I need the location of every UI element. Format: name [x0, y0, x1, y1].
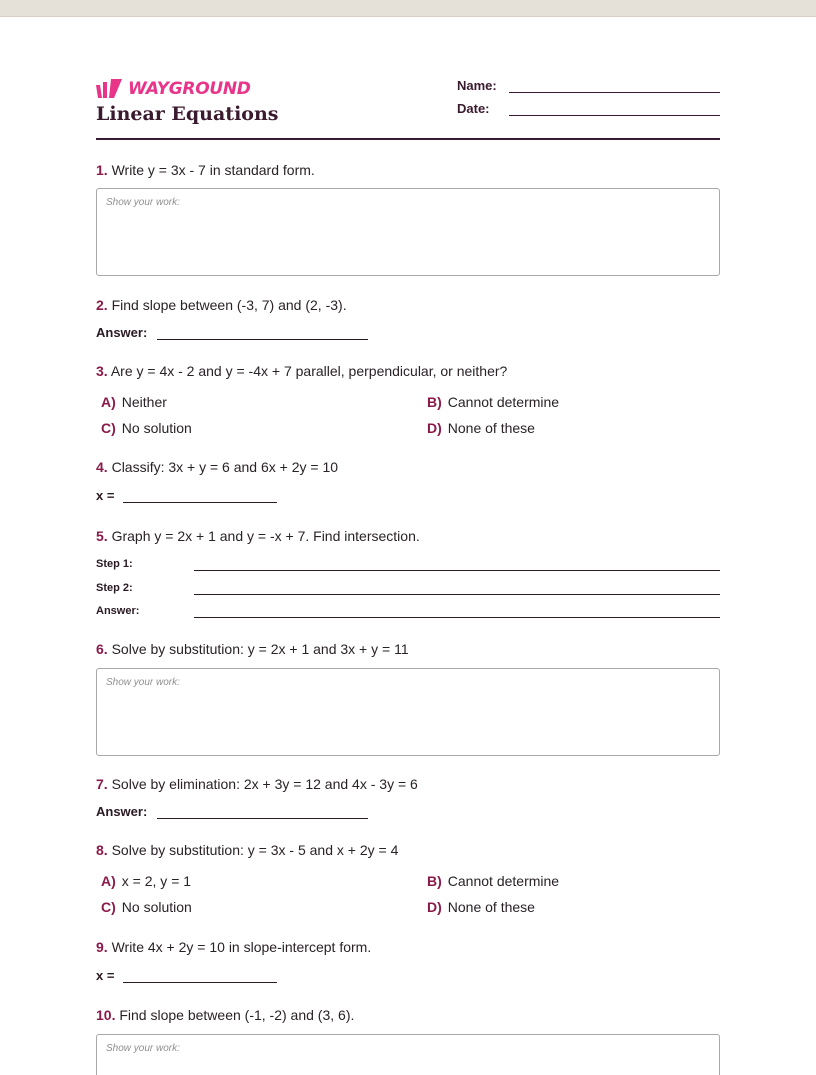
- choice-text: Cannot determine: [447, 394, 560, 410]
- work-placeholder: Show your work:: [106, 677, 180, 688]
- question-3: [96, 363, 720, 379]
- question-1: [96, 162, 720, 178]
- question-5: [96, 528, 720, 544]
- choice-text: No solution: [121, 899, 192, 915]
- brand-name: WAYGROUND: [128, 79, 251, 99]
- answer-row-2[interactable]: [96, 325, 368, 340]
- answer-row-7[interactable]: [96, 804, 368, 819]
- step-line[interactable]: [194, 594, 720, 595]
- question-number: 10.: [96, 1007, 116, 1023]
- choice-b[interactable]: [427, 394, 559, 410]
- date-label: Date:: [457, 101, 490, 116]
- question-number: 1.: [96, 162, 108, 178]
- choice-c[interactable]: [101, 899, 192, 915]
- choice-letter: B): [427, 873, 442, 889]
- answer-line[interactable]: [123, 970, 277, 983]
- question-6: [96, 641, 720, 657]
- question-text: Solve by substitution: y = 3x - 5 and x + 2y = 4: [111, 842, 399, 858]
- answer-label: Answer:: [96, 804, 148, 819]
- question-text: Find slope between (-3, 7) and (2, -3).: [111, 297, 347, 313]
- answer-line[interactable]: [157, 806, 368, 819]
- date-field[interactable]: [457, 101, 720, 116]
- question-2: [96, 297, 720, 313]
- question-text: Write y = 3x - 7 in standard form.: [111, 162, 315, 178]
- step-label: Step 2:: [96, 582, 133, 594]
- question-number: 3.: [96, 363, 108, 379]
- wayground-logo-icon: [96, 79, 122, 99]
- header-divider: [96, 138, 720, 140]
- question-number: 5.: [96, 528, 108, 544]
- choice-letter: D): [427, 420, 442, 436]
- work-placeholder: Show your work:: [106, 197, 180, 208]
- answer-row-4[interactable]: [96, 488, 277, 503]
- choice-text: No solution: [121, 420, 192, 436]
- name-line[interactable]: [509, 80, 720, 93]
- page-title: Linear Equations: [96, 103, 279, 125]
- question-number: 2.: [96, 297, 108, 313]
- question-number: 9.: [96, 939, 108, 955]
- answer-row-9[interactable]: [96, 968, 277, 983]
- choice-letter: D): [427, 899, 442, 915]
- name-label: Name:: [457, 78, 497, 93]
- choice-a[interactable]: [101, 394, 167, 410]
- choice-letter: C): [101, 420, 116, 436]
- work-box-6[interactable]: [96, 668, 720, 756]
- answer-line[interactable]: [157, 327, 368, 340]
- question-7: [96, 776, 720, 792]
- question-text: Solve by elimination: 2x + 3y = 12 and 4x - 3y = 6: [111, 776, 418, 792]
- choice-text: Neither: [121, 394, 167, 410]
- choice-text: Cannot determine: [447, 873, 560, 889]
- date-line[interactable]: [509, 103, 720, 116]
- answer-label: x =: [96, 488, 115, 503]
- question-number: 4.: [96, 459, 108, 475]
- question-text: Find slope between (-1, -2) and (3, 6).: [119, 1007, 355, 1023]
- answer-line[interactable]: [123, 490, 277, 503]
- choice-text: None of these: [447, 899, 535, 915]
- choice-text: x = 2, y = 1: [121, 873, 192, 889]
- choice-text: None of these: [447, 420, 535, 436]
- question-text: Classify: 3x + y = 6 and 6x + 2y = 10: [111, 459, 339, 475]
- choice-a[interactable]: [101, 873, 191, 889]
- choice-letter: B): [427, 394, 442, 410]
- question-number: 7.: [96, 776, 108, 792]
- step-line[interactable]: [194, 570, 720, 571]
- question-9: [96, 939, 720, 955]
- top-band: [0, 0, 816, 17]
- question-text: Are y = 4x - 2 and y = -4x + 7 parallel, perpendicular, or neither?: [110, 363, 508, 379]
- name-field[interactable]: [457, 78, 720, 93]
- answer-label: x =: [96, 968, 115, 983]
- choice-letter: C): [101, 899, 116, 915]
- choice-letter: A): [101, 873, 116, 889]
- question-text: Write 4x + 2y = 10 in slope-intercept form.: [111, 939, 372, 955]
- question-number: 8.: [96, 842, 108, 858]
- question-text: Graph y = 2x + 1 and y = -x + 7. Find intersection.: [111, 528, 420, 544]
- step-line[interactable]: [194, 617, 720, 618]
- question-number: 6.: [96, 641, 108, 657]
- step-label: Step 1:: [96, 558, 133, 570]
- answer-label: Answer:: [96, 325, 148, 340]
- choice-c[interactable]: [101, 420, 192, 436]
- question-4: [96, 459, 720, 475]
- step-label: Answer:: [96, 605, 140, 617]
- work-box-1[interactable]: [96, 188, 720, 276]
- choice-letter: A): [101, 394, 116, 410]
- question-text: Solve by substitution: y = 2x + 1 and 3x + y = 11: [111, 641, 409, 657]
- choice-d[interactable]: [427, 899, 535, 915]
- choice-d[interactable]: [427, 420, 535, 436]
- work-placeholder: Show your work:: [106, 1043, 180, 1054]
- work-box-10[interactable]: [96, 1034, 720, 1075]
- choice-b[interactable]: [427, 873, 559, 889]
- question-10: [96, 1007, 720, 1023]
- brand: [96, 78, 251, 100]
- question-8: [96, 842, 720, 858]
